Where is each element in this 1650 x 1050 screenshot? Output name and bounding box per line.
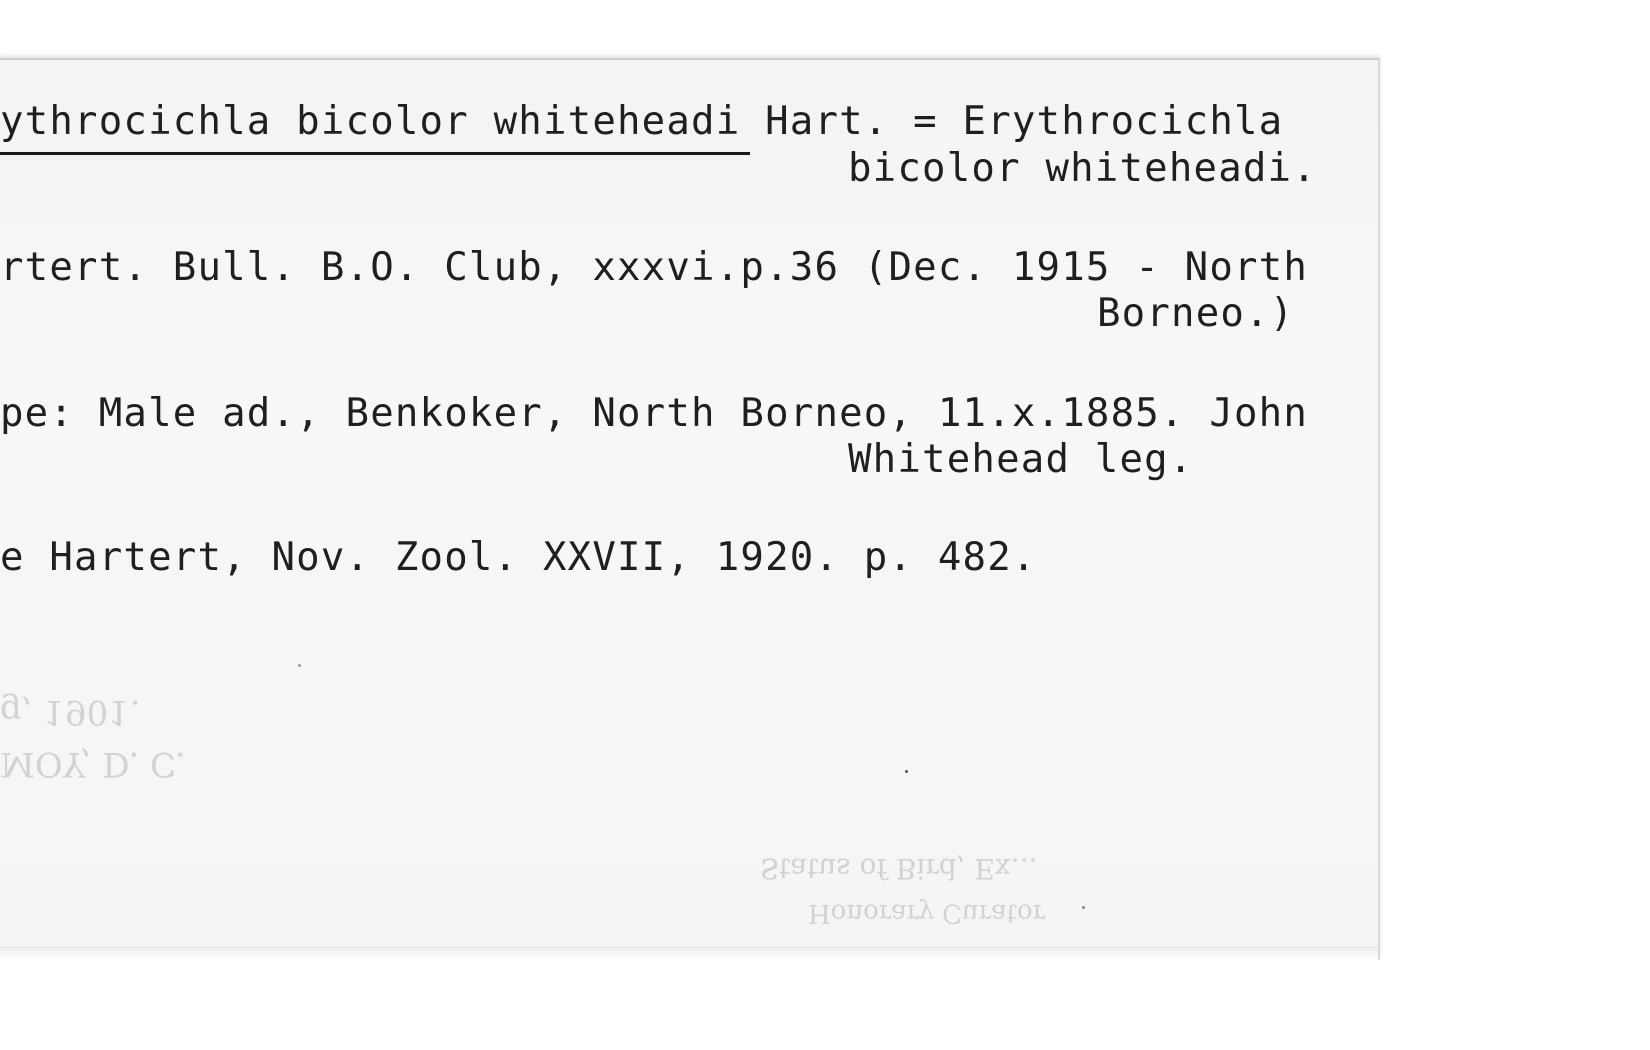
type-specimen-line: pe: Male ad., Benkoker, North Borneo, 11.x.1885. John [0,391,1309,436]
reference-line: rtert. Bull. B.O. Club, xxxvi.p.36 (Dec. 1915 - North [0,245,1309,290]
see-also-reference-line: e Hartert, Nov. Zool. XXVII, 1920. p. 482. [0,535,1037,580]
bleed-through-text-4: Honorary Curator [808,898,1046,928]
species-name-underline [0,152,750,155]
species-name-continuation: bicolor whiteheadi. [848,146,1317,191]
dust-speck [298,664,301,667]
card-bottom-edge [0,946,1378,960]
type-specimen-continuation: Whitehead leg. [848,437,1194,482]
bleed-through-text-3: Status of Bird, Ex... [760,852,1038,885]
index-card [0,58,1380,960]
bleed-through-text-2: MOY, D. C. [0,744,186,784]
reference-continuation: Borneo.) [1097,291,1295,336]
species-name-line: ythrocichla bicolor whiteheadi Hart. = Erythrocichla [0,99,1284,144]
dust-speck [905,770,908,773]
bleed-through-text-1: g, 1901. [0,692,141,732]
dust-speck [1082,906,1085,909]
